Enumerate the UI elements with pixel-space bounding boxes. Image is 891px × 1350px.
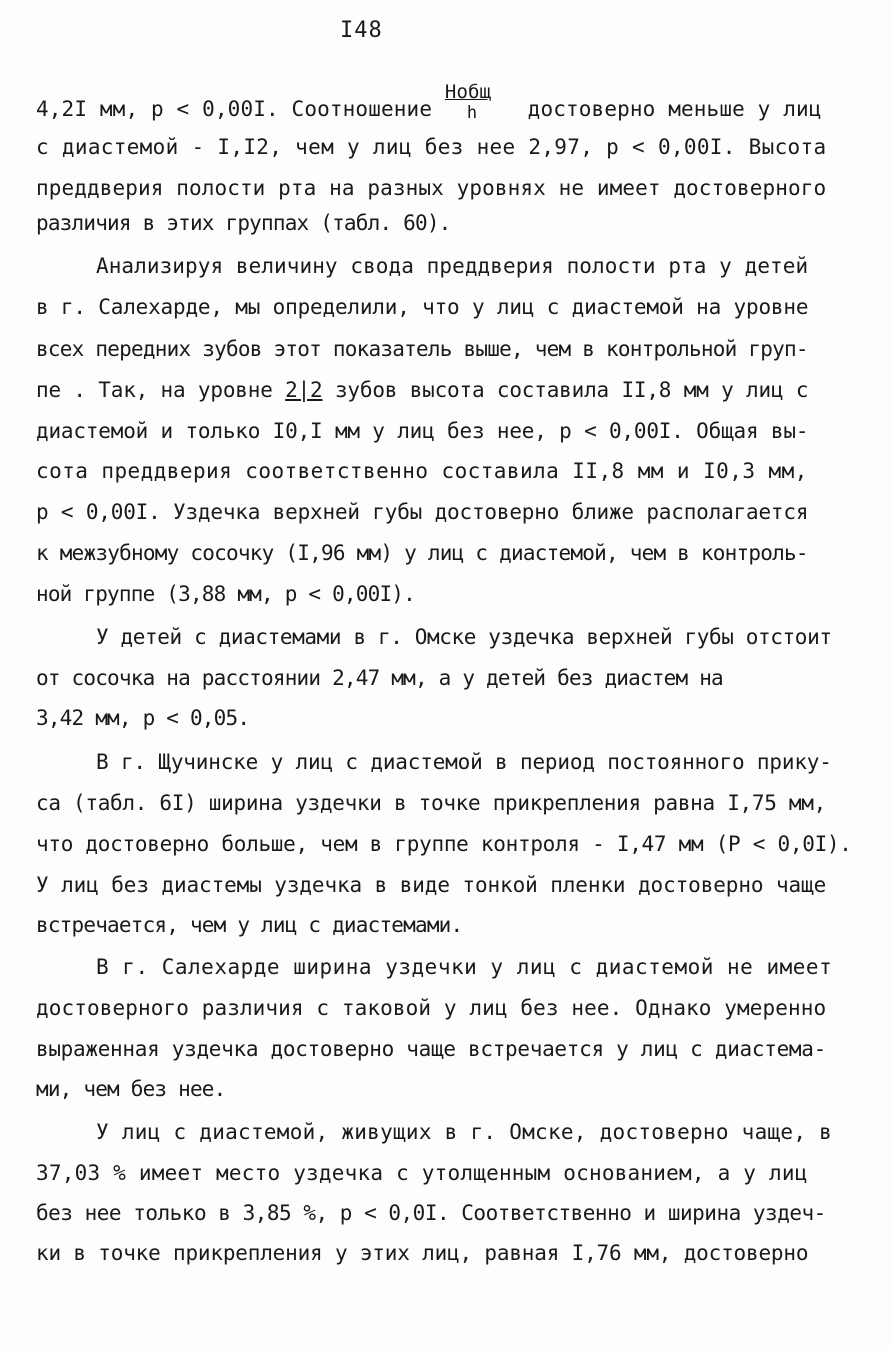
text-line: У лиц без диастемы уздечка в виде тонкой пленки достоверно чаще [36, 873, 827, 897]
text-line: У лиц с диастемой, живущих в г. Омске, достоверно чаще, в [96, 1120, 833, 1144]
text-segment: пе . Так, на уровне [36, 378, 286, 402]
text-line: ной группе (3,88 мм, p < 0,00I). [36, 582, 415, 606]
text-line: к межзубному сосочку (I,96 мм) у лиц с диастемой, чем в контроль- [36, 541, 808, 565]
text-line: в г. Салехарде, мы определили, что у лиц с диастемой на уровне [36, 295, 809, 319]
text-line: преддверия полости рта на разных уровнях не имеет достоверного [36, 176, 827, 200]
text-line: p < 0,00I. Уздечка верхней губы достоверно ближе располагается [36, 500, 809, 524]
text-line: сота преддверия соответственно составила II,8 мм и I0,3 мм, [36, 459, 808, 483]
text-line: различия в этих группах (табл. 60). [36, 211, 451, 235]
tooth-formula: 2|2 [285, 378, 323, 402]
text-line: достоверного различия с таковой у лиц без нее. Однако умеренно [36, 996, 827, 1020]
text-line: ми, чем без нее. [36, 1077, 226, 1101]
page-number: I48 [340, 18, 383, 43]
text-line: что достоверно больше, чем в группе контроля - I,47 мм (P < 0,0I). [36, 832, 852, 856]
text-segment: 4,2I мм, p < 0,00I. Соотношение [36, 97, 445, 121]
text-line [36, 81, 822, 123]
fraction-denominator: h [466, 103, 478, 123]
text-line: В г. Салехарде ширина уздечки у лиц с диастемой не имеет [96, 955, 833, 979]
text-line: Анализируя величину свода преддверия полости рта у детей [96, 254, 809, 278]
text-segment: зубов высота составила II,8 мм у лиц с [322, 378, 809, 402]
text-line: са (табл. 6I) ширина уздечки в точке прикрепления равна I,75 мм, [36, 791, 826, 815]
text-line: У детей с диастемами в г. Омске уздечка верхней губы отстоит [96, 625, 832, 649]
text-line: ки в точке прикрепления у этих лиц, равная I,76 мм, достоверно [36, 1241, 809, 1265]
text-line: В г. Щучинске у лиц с диастемой в период постоянного прику- [96, 750, 832, 774]
text-line: встречается, чем у лиц с диастемами. [36, 913, 463, 937]
text-segment: достоверно меньше у лиц [514, 97, 822, 121]
ratio-fraction [444, 81, 515, 123]
fraction-numerator: Нобщ [444, 81, 492, 103]
text-line: всех передних зубов этот показатель выше, чем в контрольной груп- [36, 337, 808, 361]
text-line: выраженная уздечка достоверно чаще встречается у лиц с диастема- [36, 1037, 826, 1061]
text-line [36, 380, 808, 401]
text-line: без нее только в 3,85 %, p < 0,0I. Соответственно и ширина уздеч- [36, 1201, 826, 1225]
text-line: с диастемой - I,I2, чем у лиц без нее 2,97, p < 0,00I. Высота [36, 135, 827, 159]
text-line: диастемой и только I0,I мм у лиц без нее, p < 0,00I. Общая вы- [36, 419, 809, 443]
text-line: 37,03 % имеет место уздечка с утолщенным основанием, а у лиц [36, 1161, 808, 1185]
text-line: 3,42 мм, p < 0,05. [36, 706, 250, 730]
text-line: от сосочка на расстоянии 2,47 мм, а у детей без диастем на [36, 666, 723, 690]
